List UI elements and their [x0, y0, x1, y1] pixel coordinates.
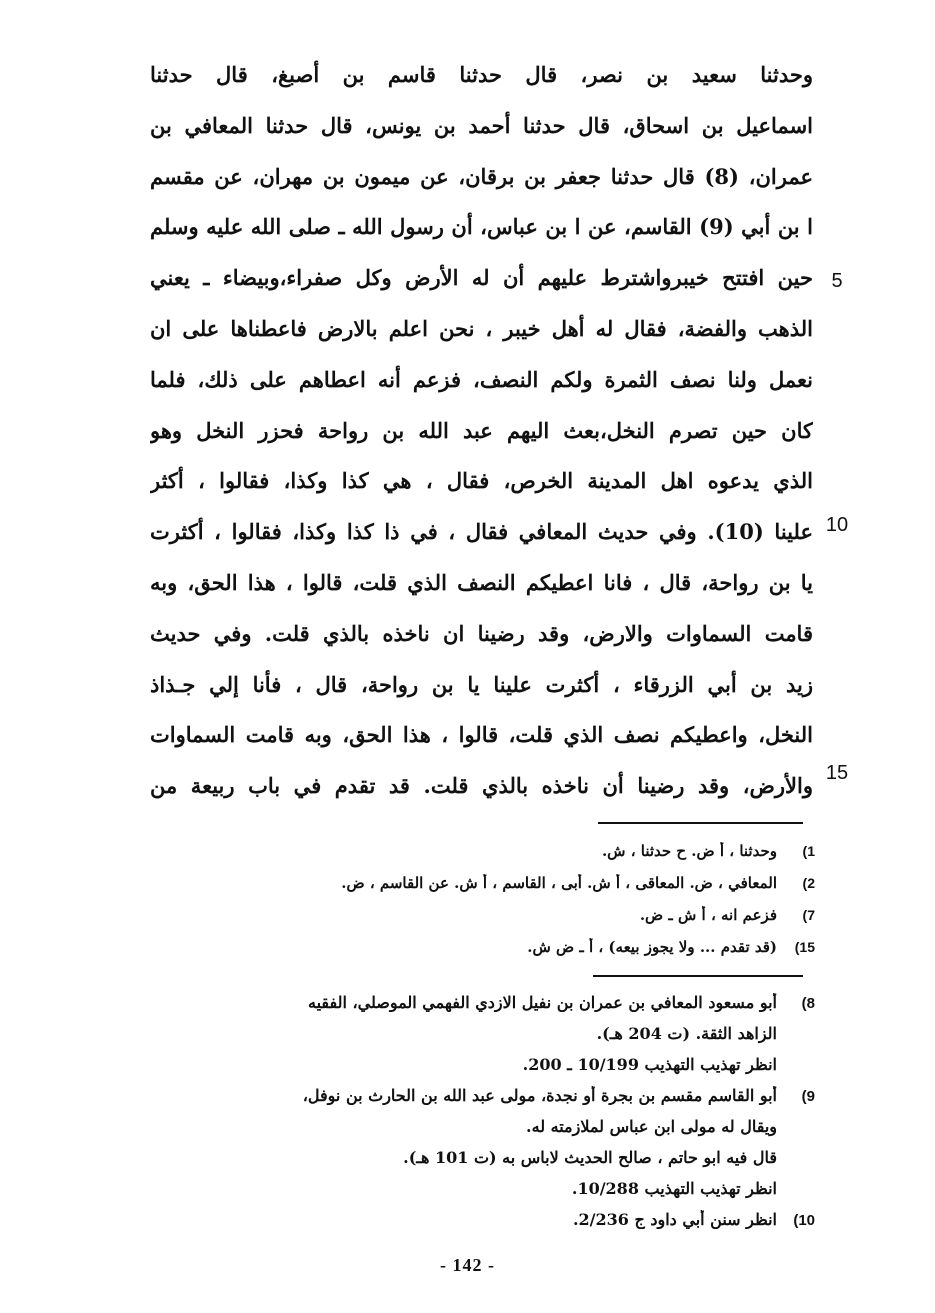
note-number: 15) [794, 939, 815, 955]
note-text: (قد تقدم ... ولا يجوز بيعه) ، أ ـ ض ش. [527, 938, 777, 956]
text-line: النخل، واعطيكم نصف الذي قلت، قالوا ، هذا الحق، وبه قامت السماوات [150, 722, 813, 748]
note-number: 10) [793, 1212, 815, 1229]
note-text: انظر تهذيب التهذيب 10/288. [571, 1179, 777, 1198]
variant-note [295, 938, 815, 970]
text-line: زيد بن أبي الزرقاء ، أكثرت علينا يا بن رواحة، قال ، فأنا إلي جـذاذ [150, 671, 813, 697]
note-number: 7) [802, 907, 815, 923]
variant-note [295, 842, 815, 874]
note-number: 2) [802, 875, 815, 891]
footnote-divider [598, 822, 803, 824]
note-text: ويقال له مولى ابن عباس لملازمته له. [526, 1117, 777, 1136]
bio-note [145, 993, 815, 1024]
note-text: الزاهد الثقة. (ت 204 هـ). [596, 1024, 777, 1043]
text-line: ا بن أبي (9) القاسم، عن ا بن عباس، أن رسول الله ـ صلى الله عليه وسلم [150, 214, 813, 240]
line-number: 15 [825, 762, 849, 784]
text-line: الذي يدعوه اهل المدينة الخرص، فقال ، هي كذا وكذا، فقالوا ، أكثر [150, 468, 813, 494]
note-text: انظر تهذيب التهذيب 10/199 ـ 200. [522, 1055, 777, 1074]
note-number: 8) [801, 995, 815, 1012]
text-line: حين افتتح خيبرواشترط عليهم أن له الأرض وكل صفراء،وبيضاء ـ يعني [150, 265, 813, 291]
note-number: 1) [802, 843, 815, 859]
page-number: - 142 - [440, 1255, 495, 1275]
text-line: نعمل ولنا نصف الثمرة ولكم النصف، فزعم أنه اعطاهم على ذلك، فلما [150, 366, 813, 392]
bio-note [145, 1210, 815, 1241]
text-line: الذهب والفضة، فقال له أهل خيبر ، نحن اعلم بالارض فاعطناها على ان [150, 315, 813, 341]
line-number: 5 [831, 270, 843, 292]
text-line: يا بن رواحة، قال ، فانا اعطيكم النصف الذي قلت، قالوا ، هذا الحق، وبه [150, 569, 813, 595]
text-line: اسماعيل بن اسحاق، قال حدثنا أحمد بن يونس، قال حدثنا المعافي بن [150, 112, 813, 138]
note-text: انظر سنن أبي داود ج 2/236. [572, 1210, 777, 1229]
line-number: 10 [825, 514, 849, 536]
text-line: علينا (10). وفي حديث المعافي فقال ، في ذا كذا وكذا، فقالوا ، أكثرت [150, 519, 813, 545]
text-line: عمران، (8) قال حدثنا جعفر بن برقان، عن ميمون بن مهران، عن مقسم [150, 163, 813, 189]
note-text: أبو القاسم مقسم بن بجرة أو نجدة، مولى عبد الله بن الحارث بن نوفل، [302, 1086, 777, 1105]
text-line: قامت السماوات والارض، وقد رضينا ان ناخذه بالذي قلت. وفي حديث [150, 620, 813, 646]
note-text: المعافي ، ض. المعاقى ، أ ش. أبى ، القاسم ، أ ش. عن القاسم ، ض. [341, 874, 777, 892]
note-text: فزعم انه ، أ ش ـ ض. [639, 906, 777, 924]
note-text: أبو مسعود المعافي بن عمران بن نفيل الازدي الفهمي الموصلي، الفقيه [308, 993, 777, 1012]
bio-note [145, 1086, 815, 1117]
text-line: وحدثنا سعيد بن نصر، قال حدثنا قاسم بن أصبغ، قال حدثنا [150, 62, 813, 87]
note-text: وحدثنا ، أ ض. ح حدثنا ، ش. [601, 842, 777, 860]
footnote-divider [593, 975, 803, 977]
note-text: قال فيه ابو حاتم ، صالح الحديث لاباس به (ت 101 هـ). [403, 1148, 777, 1167]
variant-note [295, 874, 815, 906]
variant-note [295, 906, 815, 938]
main-text [150, 50, 813, 812]
note-number: 9) [801, 1088, 815, 1105]
biography-notes [145, 993, 815, 1241]
variant-notes [295, 842, 815, 970]
text-line: والأرض، وقد رضينا أن ناخذه بالذي قلت. قد تقدم في باب ربيعة من [150, 773, 813, 799]
text-line: كان حين تصرم النخل،بعث اليهم عبد الله بن رواحة فحزر النخل وهو [150, 417, 813, 443]
